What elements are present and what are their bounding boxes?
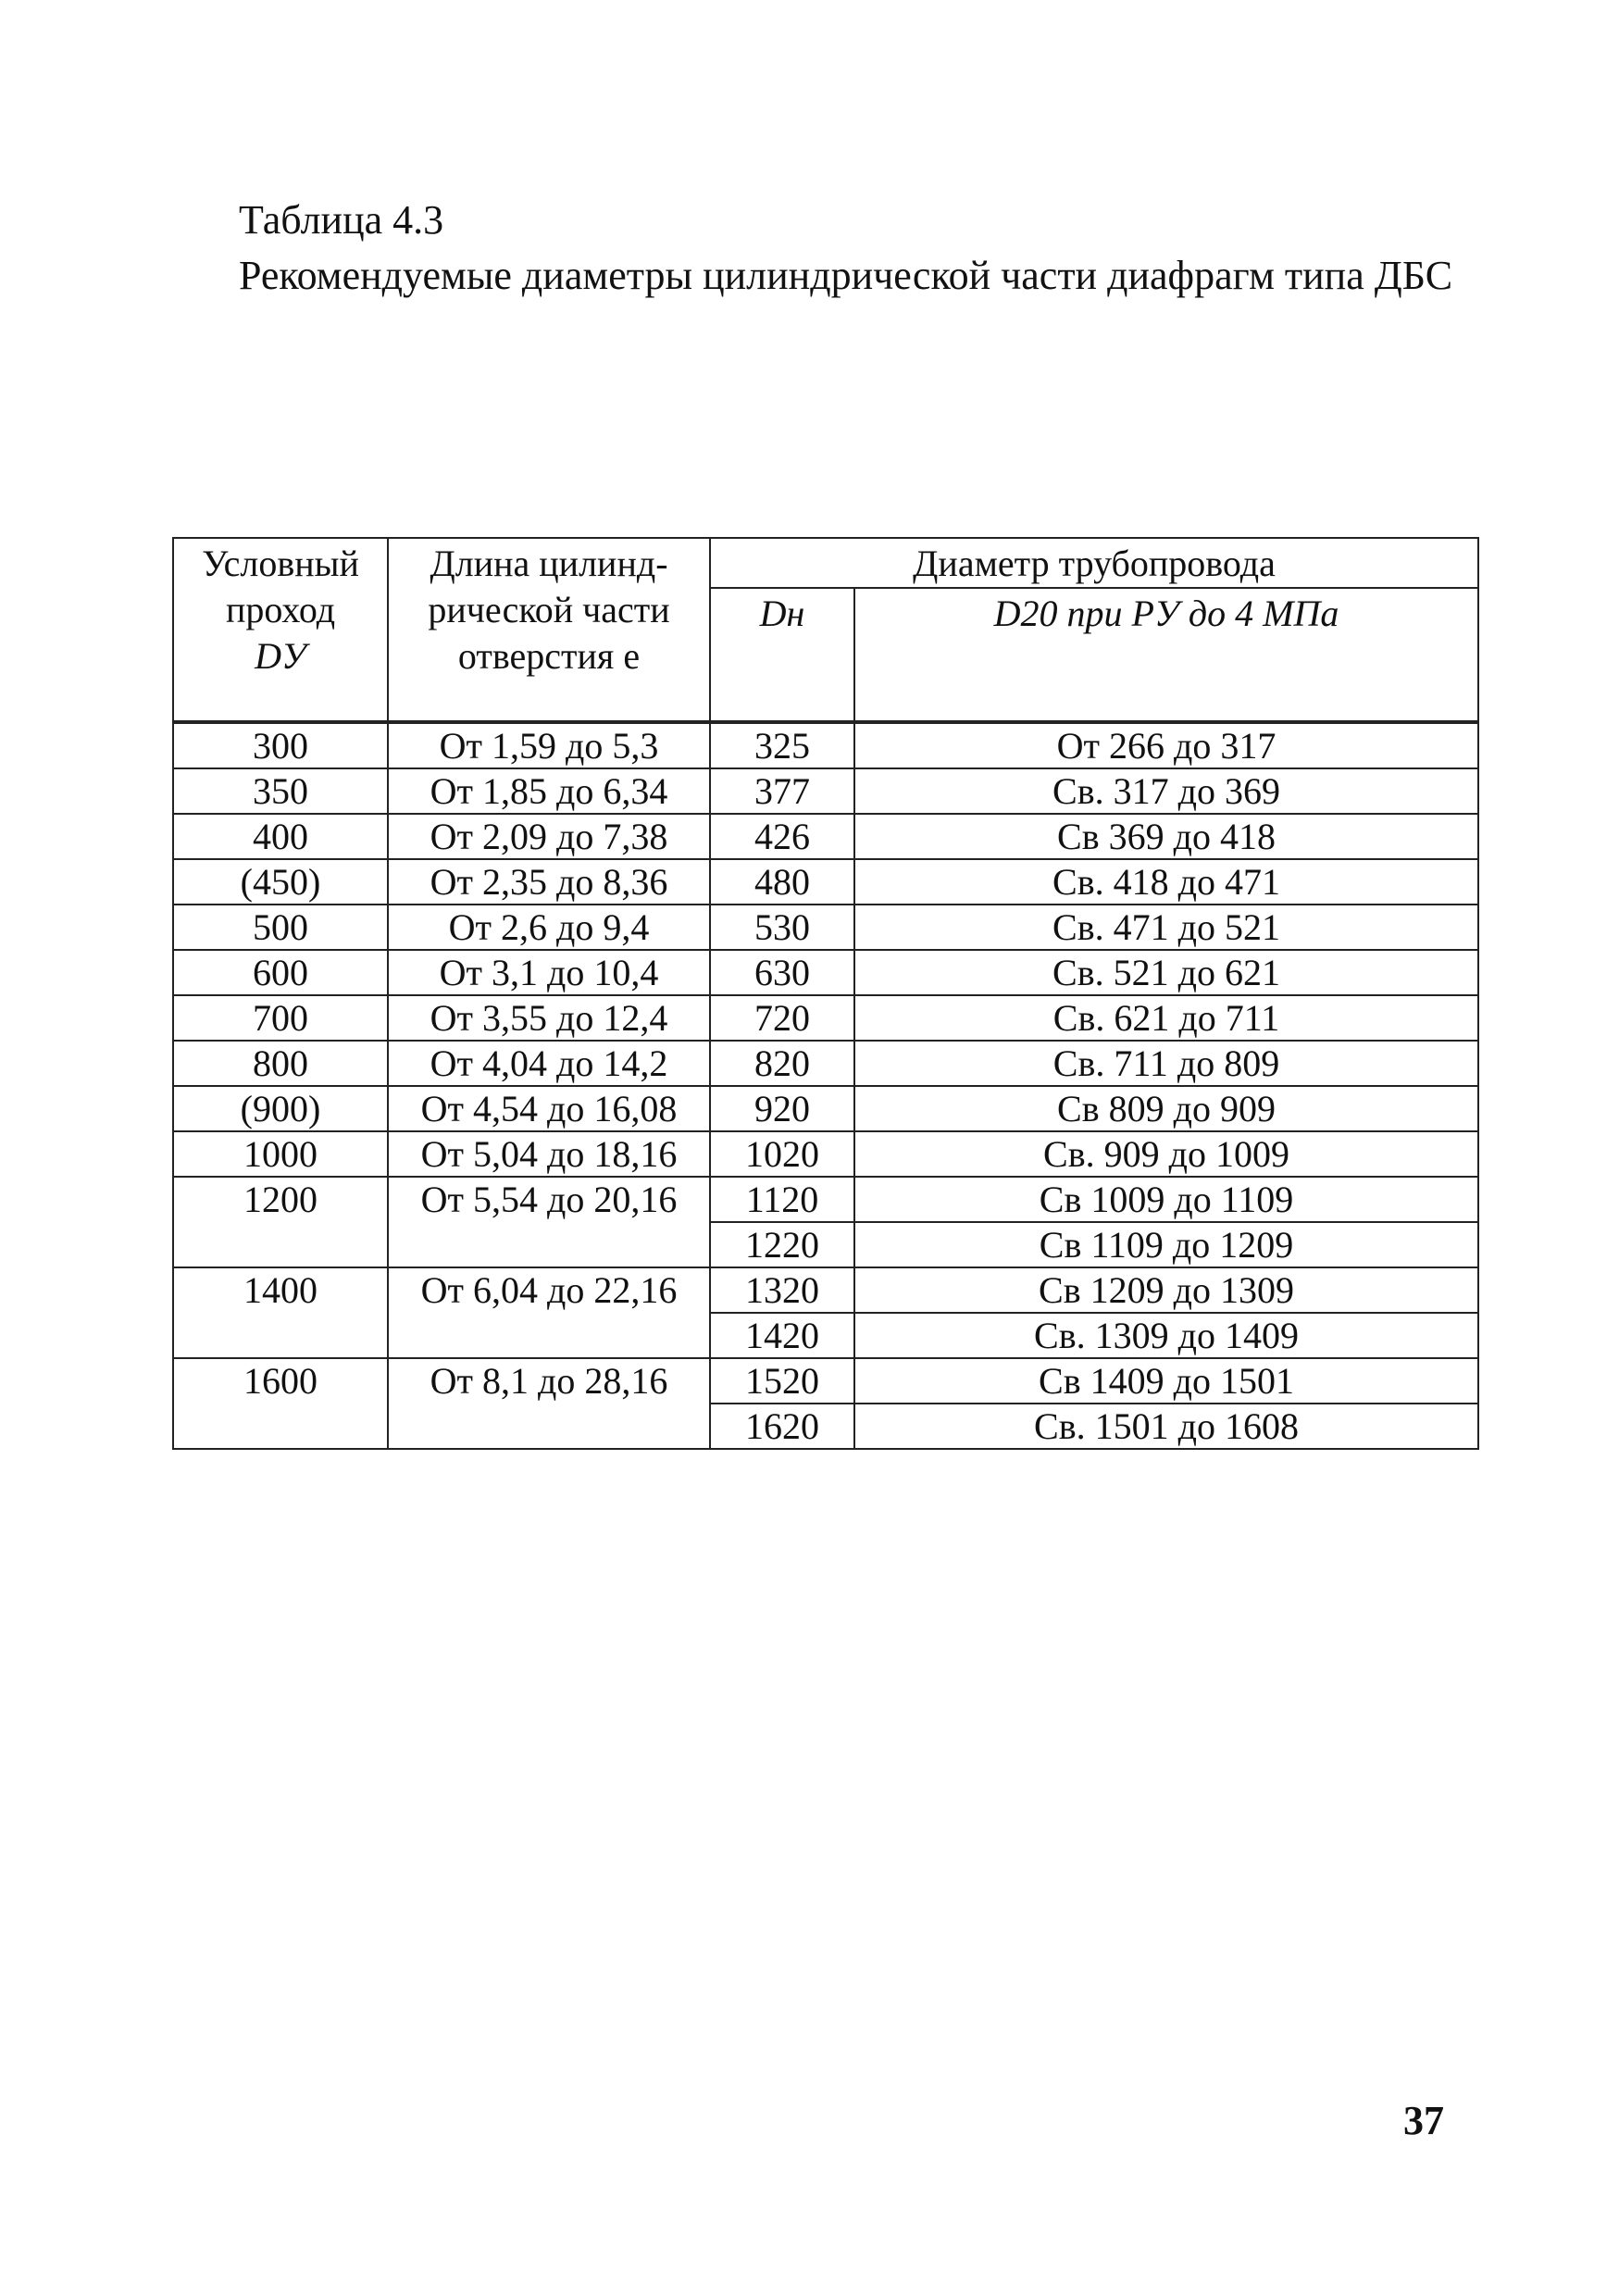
cell-dy: 400 <box>173 814 388 859</box>
header-dy-line-2: проход <box>225 589 336 630</box>
cell-dn: 1320 <box>710 1267 854 1313</box>
cell-d20: Св. 1309 до 1409 <box>854 1313 1478 1358</box>
cell-length: От 8,1 до 28,16 <box>388 1358 710 1449</box>
cell-dy: (450) <box>173 859 388 905</box>
header-cell-pipe-diameter: Диаметр трубопровода <box>710 538 1478 588</box>
cell-dy: 1600 <box>173 1358 388 1449</box>
cell-dn: 720 <box>710 995 854 1041</box>
cell-dy: 700 <box>173 995 388 1041</box>
cell-dy: 800 <box>173 1041 388 1086</box>
cell-dy: 500 <box>173 905 388 950</box>
cell-dy: 600 <box>173 950 388 995</box>
cell-length: От 2,6 до 9,4 <box>388 905 710 950</box>
cell-d20: Св. 521 до 621 <box>854 950 1478 995</box>
cell-dy: 1400 <box>173 1267 388 1358</box>
cell-d20: Св 1109 до 1209 <box>854 1222 1478 1267</box>
cell-dn: 325 <box>710 722 854 768</box>
cell-length: От 5,54 до 20,16 <box>388 1177 710 1267</box>
cell-d20: Св. 317 до 369 <box>854 768 1478 814</box>
cell-d20: Св. 1501 до 1608 <box>854 1404 1478 1449</box>
cell-length: От 5,04 до 18,16 <box>388 1131 710 1177</box>
cell-length: От 1,59 до 5,3 <box>388 722 710 768</box>
cell-dn: 377 <box>710 768 854 814</box>
cell-dn: 426 <box>710 814 854 859</box>
cell-dy: 300 <box>173 722 388 768</box>
cell-dn: 480 <box>710 859 854 905</box>
cell-d20: Св. 621 до 711 <box>854 995 1478 1041</box>
cell-dy: 1200 <box>173 1177 388 1267</box>
cell-dn: 1020 <box>710 1131 854 1177</box>
cell-length: От 6,04 до 22,16 <box>388 1267 710 1358</box>
cell-dn: 820 <box>710 1041 854 1086</box>
cell-length: От 4,04 до 14,2 <box>388 1041 710 1086</box>
cell-dn: 630 <box>710 950 854 995</box>
table-container <box>172 537 1479 1450</box>
cell-length: От 1,85 до 6,34 <box>388 768 710 814</box>
cell-d20: Св. 909 до 1009 <box>854 1131 1478 1177</box>
header-dy-line-1: Условный <box>202 543 359 584</box>
header-length-line-3: отверстия е <box>457 635 641 677</box>
cell-d20: Св. 711 до 809 <box>854 1041 1478 1086</box>
table-caption: Рекомендуемые диаметры цилиндрической части диафрагм типа ДБС <box>239 253 1453 298</box>
cell-d20: Св 1009 до 1109 <box>854 1177 1478 1222</box>
cell-dn: 920 <box>710 1086 854 1131</box>
cell-dn: 1220 <box>710 1222 854 1267</box>
table-row <box>173 768 1478 814</box>
cell-dy: (900) <box>173 1086 388 1131</box>
cell-d20: От 266 до 317 <box>854 722 1478 768</box>
header-length-line-2: рической части <box>428 589 670 630</box>
table-row <box>173 995 1478 1041</box>
header-cell-d20: D20 при PУ до 4 МПа <box>854 588 1478 722</box>
table-row <box>173 950 1478 995</box>
table-row <box>173 859 1478 905</box>
cell-dn: 1520 <box>710 1358 854 1404</box>
cell-d20: Св. 471 до 521 <box>854 905 1478 950</box>
table-row <box>173 1131 1478 1177</box>
cell-dy: 1000 <box>173 1131 388 1177</box>
table-row <box>173 1358 1478 1404</box>
header-cell-dn: Dн <box>710 588 854 722</box>
table-body <box>173 538 1478 1449</box>
table-row <box>173 1086 1478 1131</box>
header-cell-dy <box>173 538 388 722</box>
table-row <box>173 1177 1478 1222</box>
cell-d20: Св 1409 до 1501 <box>854 1358 1478 1404</box>
cell-dn: 1420 <box>710 1313 854 1358</box>
page-number: 37 <box>1403 2098 1444 2143</box>
table-number: Таблица 4.3 <box>239 197 444 243</box>
cell-d20: Св 1209 до 1309 <box>854 1267 1478 1313</box>
cell-dn: 1620 <box>710 1404 854 1449</box>
cell-length: От 2,09 до 7,38 <box>388 814 710 859</box>
table-row <box>173 905 1478 950</box>
cell-d20: Св. 418 до 471 <box>854 859 1478 905</box>
table-row <box>173 1041 1478 1086</box>
cell-dy: 350 <box>173 768 388 814</box>
cell-length: От 3,1 до 10,4 <box>388 950 710 995</box>
cell-d20: Св 369 до 418 <box>854 814 1478 859</box>
header-length-line-1: Длина цилинд- <box>430 543 668 584</box>
cell-dn: 530 <box>710 905 854 950</box>
header-dy-line-3: DУ <box>255 635 306 677</box>
cell-dn: 1120 <box>710 1177 854 1222</box>
cell-length: От 3,55 до 12,4 <box>388 995 710 1041</box>
cell-length: От 4,54 до 16,08 <box>388 1086 710 1131</box>
data-table <box>172 537 1479 1450</box>
header-row <box>173 538 1478 588</box>
cell-d20: Св 809 до 909 <box>854 1086 1478 1131</box>
cell-length: От 2,35 до 8,36 <box>388 859 710 905</box>
table-row <box>173 1267 1478 1313</box>
header-cell-length <box>388 538 710 722</box>
table-row <box>173 722 1478 768</box>
table-row <box>173 814 1478 859</box>
